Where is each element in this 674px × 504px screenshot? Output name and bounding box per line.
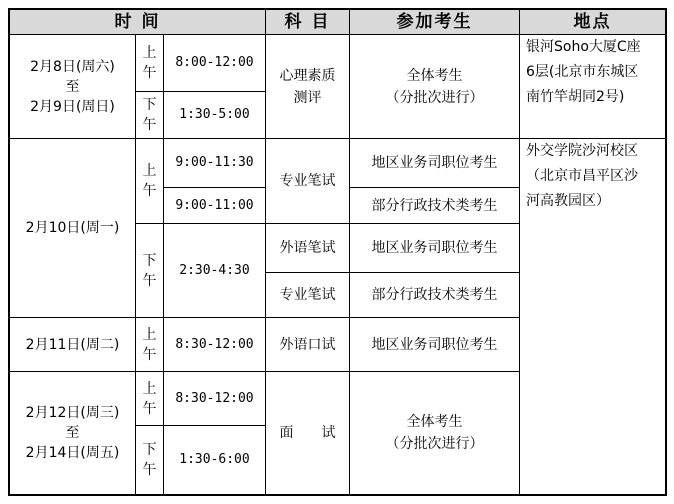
- location-line: 河高教园区）: [526, 193, 610, 209]
- am-char2: 午: [142, 346, 157, 363]
- time-slot: 1:30-6:00: [164, 426, 266, 494]
- location-soho: [520, 35, 665, 139]
- participants-line: （分批次进行）: [385, 89, 484, 106]
- date-end: 2月9日(周日): [30, 98, 115, 115]
- subject-language-oral: 外语口试: [266, 318, 350, 372]
- subject-professional-written: 专业笔试: [266, 273, 350, 318]
- am-char2: 午: [142, 65, 157, 81]
- am-char1: 上: [142, 326, 157, 343]
- participants-regional: 地区业务司职位考生: [350, 139, 520, 188]
- time-slot: 8:00-12:00: [164, 35, 266, 92]
- morning-label: [136, 318, 164, 372]
- afternoon-label: [136, 426, 164, 494]
- date-feb11: 2月11日(周二): [10, 318, 136, 372]
- morning-label: [136, 35, 164, 92]
- pm-char1: 下: [142, 442, 157, 458]
- time-slot: 2:30-4:30: [164, 224, 266, 318]
- date-start: 2月8日(周六): [30, 58, 115, 75]
- participants-all: [350, 35, 520, 139]
- time-slot: 8:30-12:00: [164, 372, 266, 426]
- header-time: 时 间: [10, 10, 266, 35]
- participants-admin-tech: 部分行政技术类考生: [350, 188, 520, 224]
- morning-label: [136, 139, 164, 224]
- date-feb8-9: [10, 35, 136, 139]
- participants-regional: 地区业务司职位考生: [350, 224, 520, 273]
- date-start: 2月12日(周三): [25, 405, 120, 421]
- pm-char2: 午: [142, 462, 157, 478]
- location-line: （北京市昌平区沙: [526, 168, 638, 184]
- am-char2: 午: [142, 183, 157, 199]
- am-char2: 午: [142, 400, 157, 417]
- time-slot: 8:30-12:00: [164, 318, 266, 372]
- am-char1: 上: [142, 380, 157, 397]
- time-slot: 9:00-11:00: [164, 188, 266, 224]
- location-line: 外交学院沙河校区: [526, 143, 638, 159]
- participants-regional: 地区业务司职位考生: [350, 318, 520, 372]
- header-location: 地点: [520, 10, 665, 35]
- participants-line: 全体考生: [406, 67, 463, 84]
- am-char1: 上: [142, 163, 157, 179]
- pm-char1: 下: [142, 252, 157, 269]
- pm-char2: 午: [142, 272, 157, 289]
- participants-all: [350, 372, 520, 494]
- participants-admin-tech: 部分行政技术类考生: [350, 273, 520, 318]
- pm-char2: 午: [142, 117, 157, 133]
- afternoon-label: [136, 92, 164, 139]
- participants-line: 全体考生: [406, 414, 463, 430]
- time-slot: 1:30-5:00: [164, 92, 266, 139]
- header-participants: 参加考生: [350, 10, 520, 35]
- afternoon-label: [136, 224, 164, 318]
- date-end: 2月14日(周五): [25, 445, 120, 461]
- location-line: 南竹竿胡同2号): [526, 89, 625, 105]
- location-shahe-campus: [520, 139, 665, 494]
- pm-char1: 下: [142, 97, 157, 113]
- am-char1: 上: [142, 45, 157, 61]
- date-to: 至: [65, 78, 80, 95]
- morning-label: [136, 372, 164, 426]
- subject-professional-written: 专业笔试: [266, 139, 350, 224]
- time-slot: 9:00-11:30: [164, 139, 266, 188]
- subject-language-written: 外语笔试: [266, 224, 350, 273]
- date-feb12-14: [10, 372, 136, 494]
- subject-psych-eval: [266, 35, 350, 139]
- subject-interview: 面 试: [266, 372, 350, 494]
- subject-line: 测评: [293, 89, 322, 106]
- location-line: 6层(北京市东城区: [526, 64, 639, 80]
- date-feb10: 2月10日(周一): [10, 139, 136, 318]
- schedule-table: [8, 8, 667, 496]
- participants-line: （分批次进行）: [385, 436, 484, 452]
- date-to: 至: [65, 425, 80, 441]
- header-subject: 科 目: [266, 10, 350, 35]
- subject-line: 心理素质: [279, 67, 336, 84]
- location-line: 银河Soho大厦C座: [526, 39, 641, 55]
